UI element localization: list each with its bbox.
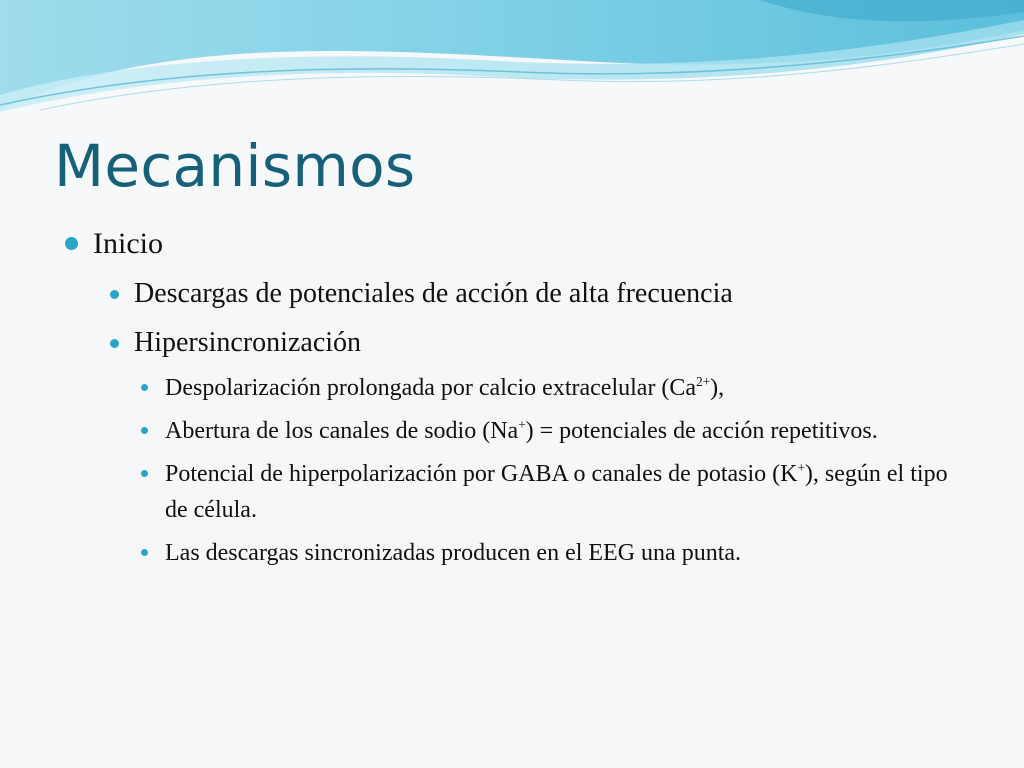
sub-bullet-text-end: ), <box>710 375 725 401</box>
superscript-charge: + <box>797 460 805 475</box>
bullet-dot-icon <box>141 549 148 556</box>
sub-bullet-abertura <box>60 413 990 449</box>
bullet-dot-icon <box>110 339 119 348</box>
sub-bullet-descargas-eeg <box>60 535 990 571</box>
sub-bullet-text: Las descargas sincronizadas producen en el EEG una punta. <box>165 540 742 566</box>
bullet-list <box>60 222 990 571</box>
bullet-text: Hipersincronización <box>134 327 362 358</box>
sub-bullet-text-end: ), según el tipo de célula. <box>165 461 948 523</box>
slide-title: Mecanismos <box>54 132 416 200</box>
bullet-dot-icon <box>110 290 119 299</box>
bullet-hipersincronizacion <box>60 323 990 362</box>
bullet-inicio <box>60 222 990 266</box>
bullet-dot-icon <box>141 470 148 477</box>
bullet-dot-icon <box>141 384 148 391</box>
sub-bullet-text: Despolarización prolongada por calcio extracelular (Ca <box>165 375 697 401</box>
bullet-descargas <box>60 274 990 313</box>
bullet-text: Descargas de potenciales de acción de alta frecuencia <box>134 278 733 309</box>
bullet-text: Inicio <box>93 227 163 260</box>
sub-bullet-potencial <box>60 456 990 528</box>
bullet-dot-icon <box>141 427 148 434</box>
sub-bullet-despolarizacion <box>60 370 990 406</box>
sub-bullet-text: Potencial de hiperpolarización por GABA o canales de potasio (K <box>165 461 798 487</box>
bullet-dot-icon <box>65 237 78 250</box>
superscript-charge: 2+ <box>696 374 711 389</box>
sub-bullet-text: Abertura de los canales de sodio (Na <box>165 418 519 444</box>
superscript-charge: + <box>518 417 526 432</box>
sub-bullet-text-end: ) = potenciales de acción repetitivos. <box>525 418 878 444</box>
header-wave-decoration <box>0 0 1024 130</box>
